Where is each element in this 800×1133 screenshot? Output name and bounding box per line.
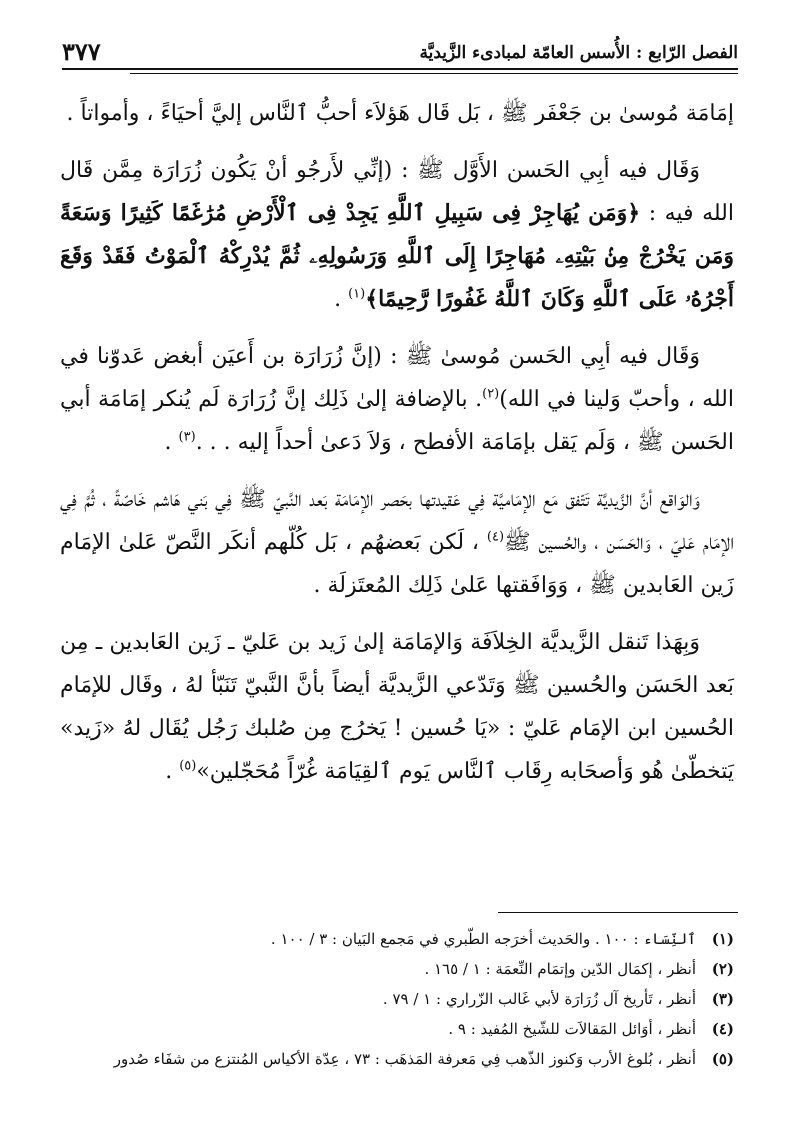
paragraph-4-text: وَالوَاقع أنَّ الزَّيديَّة تَتّفق مَع الإمَاميَّة فِي عَقيدتها بحَصر الإمَامَة بَعد النَّبيّ ﷺ فِي بَني هَاشم خَاصّةً ، ثُمَّ فِي الإمَام عَليّ ، وَالحَسَن ، والحُسين ﷺ: [60, 487, 734, 555]
footnote-text: أنظر ، بُلوغ الأرب وَكنوز الذّهب فِي مَعرفة المَذهَب : ٧٣ ، عِدّة الأكياس المُنتزع من شفَاء صُدور: [113, 1050, 696, 1068]
footnote-2: [60, 954, 734, 984]
footnote-number: (٤): [711, 1020, 734, 1038]
paragraph-1: [60, 92, 734, 135]
main-text: [60, 92, 734, 807]
paragraph-3-end: .: [164, 430, 179, 455]
paragraph-2-end: .: [334, 287, 349, 312]
footnote-text: أنظر ، إكمَال الدّين وإتمَام النِّعمَة : ١ / ١٦٥ .: [424, 960, 696, 978]
footnote-separator: [498, 912, 738, 913]
footnotes: [60, 924, 734, 1074]
footnote-text: أنظر ، تَأريخ آل زُرَارَة لأبي غَالب الزّراري : ١ / ٧٩ .: [382, 990, 696, 1008]
running-title: الفصل الرّابع : الأُسس العامّة لمبادىء الزَّيديَّة: [419, 43, 738, 63]
footnote-4: [60, 1014, 734, 1044]
footnote-ref-2[interactable]: (٢): [482, 386, 500, 402]
footnote-number: (٥): [711, 1050, 734, 1068]
paragraph-4: [60, 478, 734, 607]
quran-verse: ﴿وَمَن يُهَاجِرْ فِى سَبِيلِ ٱللَّهِ يَجِدْ فِى ٱلْأَرْضِ مُرَٰغَمًا كَثِيرًا وَسَعَةً وَمَن يَخْرُجْ مِنۢ بَيْتِهِۦ مُهَاجِرًا إِلَى ٱللَّهِ وَرَسُولِهِۦ ثُمَّ يُدْرِكْهُ ٱلْمَوْتُ فَقَدْ وَقَعَ أَجْرُهُۥ عَلَى ٱللَّهِ وَكَانَ ٱللَّهُ غَفُورًا رَّحِيمًا﴾: [60, 200, 734, 312]
footnote-5: [60, 1044, 734, 1074]
header-rule-thin: [130, 73, 738, 74]
footnote-number: (٢): [711, 960, 734, 978]
footnote-number: (١): [711, 930, 734, 948]
paragraph-1-text: إمَامَة مُوسىٰ بن جَعْفَر ﷺ ، بَل قَال هَؤلاَء أحبُّ ٱلنَّاس إليَّ أحيَاءً ، وأمواتاً .: [66, 101, 734, 126]
paragraph-2-text: وَقَال فيه أبِي الحَسن الأَوَّل ﷺ : (إنِّي لأَرجُو أنْ يَكُون زُرَارَة مِمَّن قَال الله فيه :: [60, 158, 734, 226]
footnote-ref-3[interactable]: (٣): [178, 429, 196, 445]
paragraph-4-end: ، لَكن بَعضهُم ، بَل كُلّهم أنكَر النَّصّ عَلىٰ الإمَام زَين العَابدين ﷺ ، وَوَافَقتها عَلىٰ ذَلِك المُعتَزلَة .: [60, 530, 734, 598]
footnote-text: ٱلنِّسَاء : ١٠٠ . والحَديث أخرَجه الطّبري في مَجمع البَيان : ٣ / ١٠٠ .: [270, 930, 696, 948]
paragraph-2: [60, 149, 734, 321]
footnote-ref-1[interactable]: (١): [348, 286, 366, 302]
page-header: [62, 26, 738, 66]
footnote-1: [60, 924, 734, 954]
paragraph-5-text: وَبِهَذا تَنقل الزَّيديَّة الخِلاَفَة وَالإمَامَة إلىٰ زَيد بن عَليّ ـ زَين العَابدين ـ مِن بَعد الحَسَن والحُسين ﷺ وَتَدّعي الزَّيديَّة أيضاً بأنَّ النَّبيّ تَنَبّأ لهُ ، وقَال للإمَام الحُسين ابن الإمَام عَليّ : «يَا حُسين ! يَخرُج مِن صُلبك رَجُل يُقَال لهُ «زَيد» يَتخطّىٰ هُو وَأصحَابه رِقَاب ٱلنَّاس يَوم ٱلقِيَامَة غُرّاً مُحَجّلين»: [60, 630, 734, 784]
footnote-ref-5[interactable]: (٥): [179, 758, 197, 774]
paragraph-3-text: وَقَال فيه أبِي الحَسن مُوسىٰ ﷺ : (إنَّ زُرَارَة بن أَعيَن أبغض عَدوّنا في الله ، وأحبّ وَلينا في الله): [60, 344, 734, 412]
footnote-3: [60, 984, 734, 1014]
footnote-number: (٣): [711, 990, 734, 1008]
footnote-text: أنظر ، أوَائل المَقالاَت للشّيخ المُفيد : ٩ .: [448, 1020, 696, 1038]
header-rule: [62, 68, 738, 70]
footnote-ref-4[interactable]: (٤): [486, 529, 505, 545]
paragraph-3: [60, 335, 734, 464]
paragraph-5-end: .: [165, 759, 180, 784]
page-number: ٣٧٧: [62, 37, 101, 66]
paragraph-3-mid: . بالإضافة إلىٰ ذَلِك إنَّ زُرَارَة لَم يُنكر إمَامَة أبي الحَسن ﷺ ، وَلَم يَقل بإمَامَة الأفطح ، وَلاَ دَعىٰ أحداً إليه . . .: [60, 387, 734, 455]
paragraph-5: [60, 621, 734, 793]
